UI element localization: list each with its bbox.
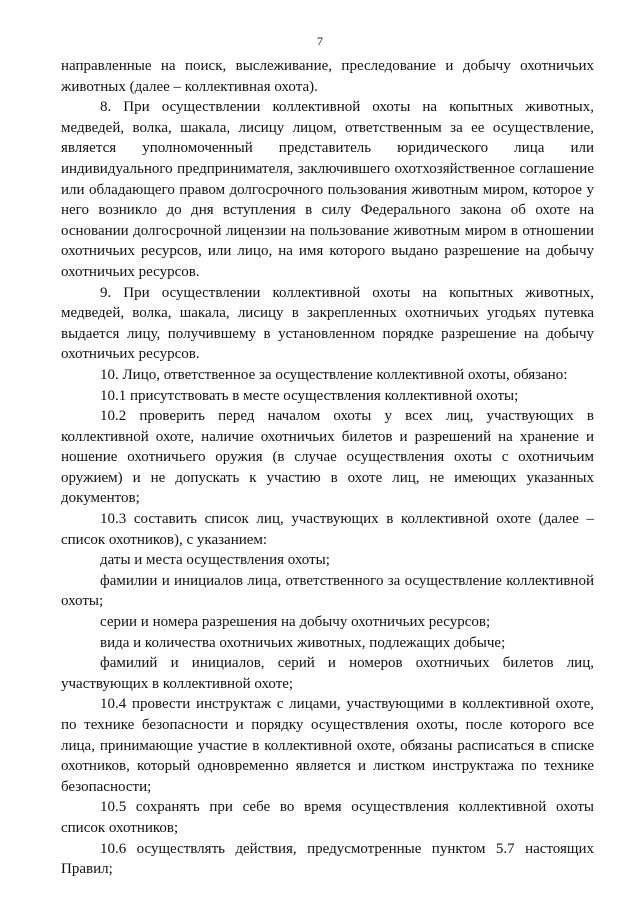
paragraph-8: 8. При осуществлении коллективной охоты на копытных животных, медведей, волка, шакала, лисицу лицом, ответственным за ее осуществление, является уполномоченный представитель юридического лица или индивидуального предпринимателя, заключившего охотхозяйственное соглашение или обладающего правом долгосрочного пользования животным миром, которое у него возникло до дня вступления в силу Федерального закона об охоте на основании долгосрочной лицензии на пользование животным миром в отношении охотничьих ресурсов, или лицо, на имя которого выдано разрешение на добычу охотничьих ресурсов. <box>61 99 594 280</box>
paragraph-10-6: 10.6 осуществлять действия, предусмотренные пунктом 5.7 настоящих Правил; <box>61 840 594 878</box>
list-item-permit-number: серии и номера разрешения на добычу охотничьих ресурсов; <box>100 614 491 631</box>
paragraph-10: 10. Лицо, ответственное за осуществление коллективной охоты, обязано: <box>100 366 568 383</box>
paragraph-10-4: 10.4 провести инструктаж с лицами, участвующими в коллективной охоте, по технике безопасности и порядку осуществления охоты, после которого все лица, принимающие участие в коллективной охоте, обязаны расписаться в списке охотников, который одновременно является и листком инструктажа по технике безопасности; <box>61 696 594 795</box>
list-item-animal-species: вида и количества охотничьих животных, подлежащих добыче; <box>100 634 506 651</box>
document-body <box>61 56 594 880</box>
paragraph-9: 9. При осуществлении коллективной охоты на копытных животных, медведей, волка, шакала, лисицу в закрепленных охотничьих угодьях путевка выдается лицу, получившему в установленном порядке разрешение на добычу охотничьих ресурсов. <box>61 284 594 363</box>
paragraph-10-5: 10.5 сохранять при себе во время осуществления коллективной охоты список охотников; <box>61 799 594 836</box>
paragraph-10-2: 10.2 проверить перед началом охоты у всех лиц, участвующих в коллективной охоте, наличие охотничьих билетов и разрешений на хранение и ношение охотничьего оружия (в случае осуществления охоты с охотничьим оружием) и не допускать к участию в охоте лиц, не имеющих указанных документов; <box>61 408 594 507</box>
list-item-hunter-tickets: фамилий и инициалов, серий и номеров охотничьих билетов лиц, участвующих в коллективной охоте; <box>61 655 594 692</box>
paragraph-10-3: 10.3 составить список лиц, участвующих в коллективной охоте (далее – список охотников), с указанием: <box>61 511 594 548</box>
page-number: 7 <box>317 34 323 48</box>
paragraph-continuation: направленные на поиск, выслеживание, преследование и добычу охотничьих животных (далее – коллективная охота). <box>61 58 594 95</box>
list-item-date-place: даты и места осуществления охоты; <box>100 552 330 569</box>
paragraph-10-1: 10.1 присутствовать в месте осуществления коллективной охоты; <box>100 387 519 404</box>
list-item-responsible-person: фамилии и инициалов лица, ответственного за осуществление коллективной охоты; <box>61 572 594 610</box>
